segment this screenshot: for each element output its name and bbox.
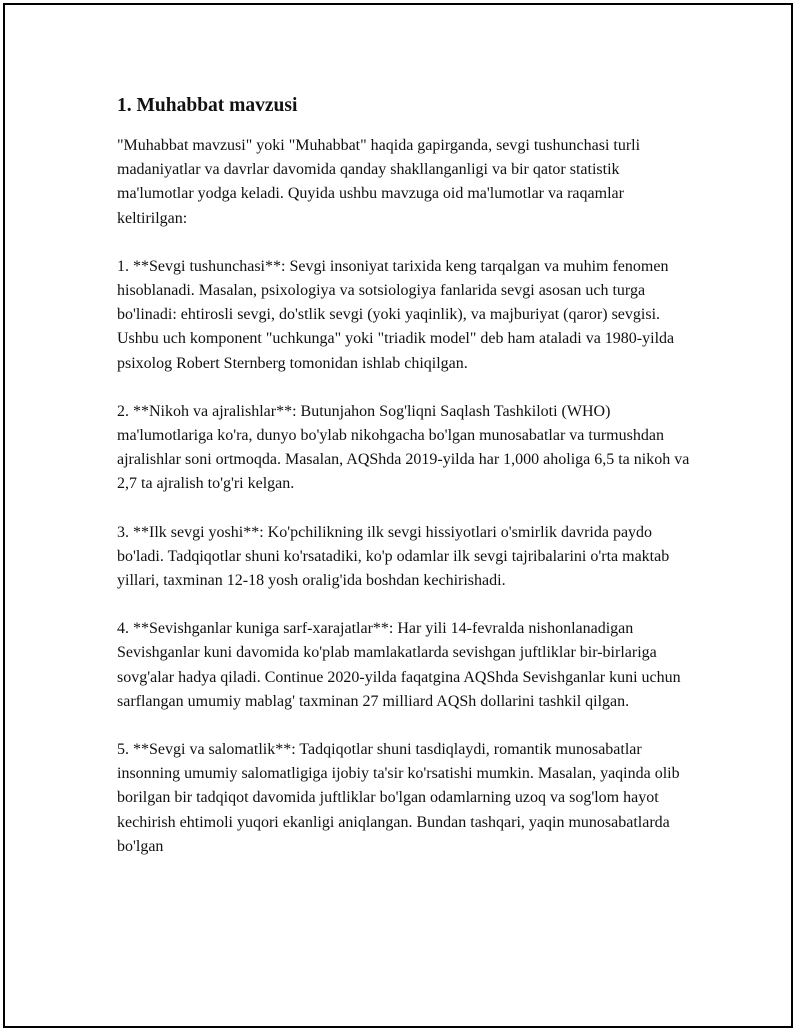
paragraph-love-concept: 1. **Sevgi tushunchasi**: Sevgi insoniyat tarixida keng tarqalgan va muhim fenomen hisoblanadi. Masalan, psixologiya va sotsiologiya fanlarida sevgi asosan uch turga bo'linadi: ehtirosli sevgi, do'stlik sevgi (yoki yaqinlik), va majburiyat (qaror) sevgisi. Ushbu uch komponent "uchkunga" yoki "triadik model" deb ham ataladi va 1980-yilda psixolog Robert Sternberg tomonidan ishlab chiqilgan. bbox=[117, 257, 675, 372]
paragraph-valentines-spending: 4. **Sevishganlar kuniga sarf-xarajatlar**: Har yili 14-fevralda nishonlanadigan Sevishganlar kuni davomida ko'plab mamlakatlarda sevishgan juftliklar bir-birlariga sovg'alar hadya qiladi. Continue 2020-yilda faqatgina AQShda Sevishganlar kuni uchun sarflangan umumiy mablag' taxminan 27 milliard AQSh dollarini tashkil qilgan. bbox=[117, 620, 681, 710]
paragraph-first-love-age: 3. **Ilk sevgi yoshi**: Ko'pchilikning ilk sevgi hissiyotlari o'smirlik davrida paydo bo'ladi. Tadqiqotlar shuni ko'rsatadiki, ko'p odamlar ilk sevgi tajribalarini o'rta maktab yillari, taxminan 12-18 yosh oralig'ida boshdan kechirishadi. bbox=[117, 523, 670, 590]
document-body bbox=[117, 92, 697, 883]
document-title: 1. Muhabbat mavzusi bbox=[117, 95, 298, 116]
intro-paragraph: "Muhabbat mavzusi" yoki "Muhabbat" haqida gapirganda, sevgi tushunchasi turli madaniyatlar va davrlar davomida qanday shakllanganligi va bir qator statistik ma'lumotlar yodga keladi. Quyida ushbu mavzuga oid ma'lumotlar va raqamlar keltirilgan: bbox=[117, 137, 641, 227]
paragraph-love-health: 5. **Sevgi va salomatlik**: Tadqiqotlar shuni tasdiqlaydi, romantik munosabatlar insonning umumiy salomatligiga ijobiy ta'sir ko'rsatishi mumkin. Masalan, yaqinda olib borilgan bir tadqiqot davomida juftliklar bo'lgan odamlarning uzoq va sog'lom hayot kechirish ehtimoli yuqori ekanligi aniqlangan. Bundan tashqari, yaqin munosabatlarda bo'lgan bbox=[117, 741, 680, 855]
paragraph-marriage-divorce: 2. **Nikoh va ajralishlar**: Butunjahon Sog'liqni Saqlash Tashkiloti (WHO) ma'lumotlariga ko'ra, dunyo bo'ylab nikohgacha bo'lgan munosabatlar va turmushdan ajralishlar soni ortmoqda. Masalan, AQShda 2019-yilda har 1,000 aholiga 6,5 ta nikoh va 2,7 ta ajralish to'g'ri kelgan. bbox=[117, 402, 690, 493]
